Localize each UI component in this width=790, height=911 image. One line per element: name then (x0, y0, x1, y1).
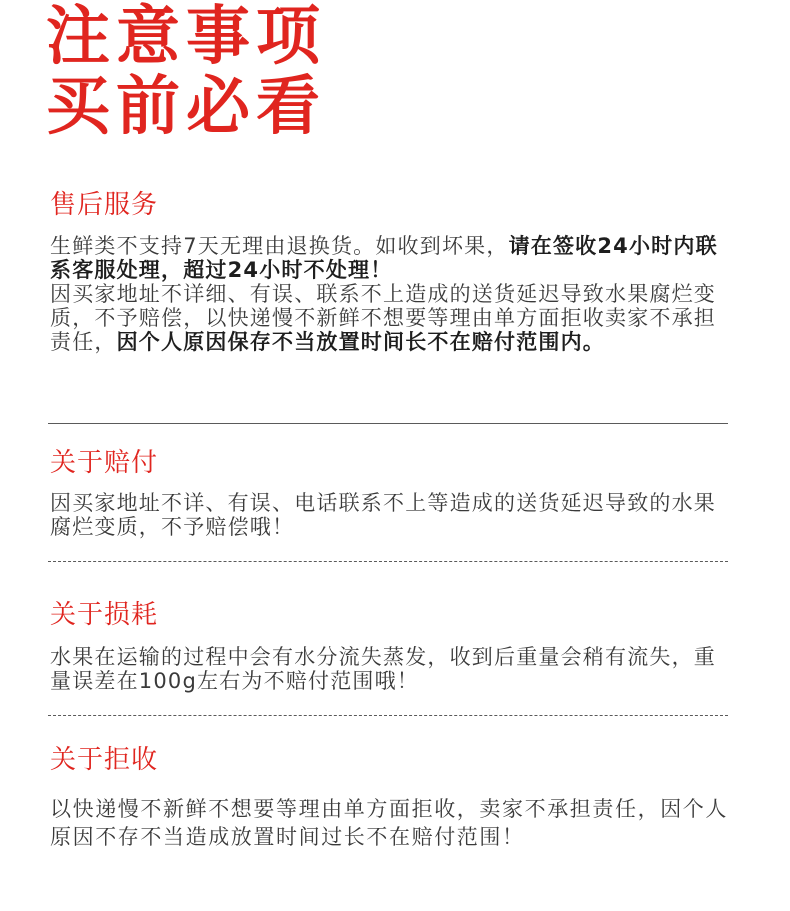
section-title: 关于拒收 (50, 745, 159, 775)
section-divider-dashed (48, 715, 728, 716)
section-title: 售后服务 (50, 190, 159, 220)
section-title: 关于赔付 (50, 448, 159, 478)
section-paragraph: 水果在运输的过程中会有水分流失蒸发，收到后重量会稍有流失，重量误差在100g左右为不赔付范围哦！ (50, 645, 716, 693)
header-title-block (46, 2, 766, 142)
section-paragraph: 以快递慢不新鲜不想要等理由单方面拒收，卖家不承担责任，因个人原因不存不当造成放置时间过长不在赔付范围！ (50, 797, 728, 849)
section-paragraph-2 (50, 282, 730, 354)
page-title-line-2: 买前必看 (46, 70, 326, 144)
section-title: 关于损耗 (50, 600, 159, 630)
section-paragraph: 因买家地址不详、有误、电话联系不上等造成的送货延迟导致的水果腐烂变质，不予赔偿哦！ (50, 491, 716, 539)
section-paragraph-1 (50, 234, 730, 282)
paragraph-bold-text: 因个人原因保存不当放置时间长不在赔付范围内。 (116, 330, 606, 354)
section-divider-dashed (48, 561, 728, 562)
section-loss (50, 600, 730, 693)
section-compensation (50, 448, 730, 539)
section-rejection (50, 745, 730, 851)
paragraph-text: 生鲜类不支持7天无理由退换货。如收到坏果， (50, 234, 509, 258)
paragraph-text: 因买家地址不详细、有误、联系不上造成的送货延迟导致水果腐烂变质，不予赔偿，以快递慢不新鲜不想要等理由单方面拒收卖家不承担责任， (50, 282, 716, 354)
section-divider (48, 423, 728, 424)
page-title-line-1: 注意事项 (46, 0, 326, 74)
section-after-sales (50, 190, 730, 354)
paragraph-bold-text: 请在签收24小时内联系客服处理，超过24小时不处理！ (50, 234, 718, 282)
